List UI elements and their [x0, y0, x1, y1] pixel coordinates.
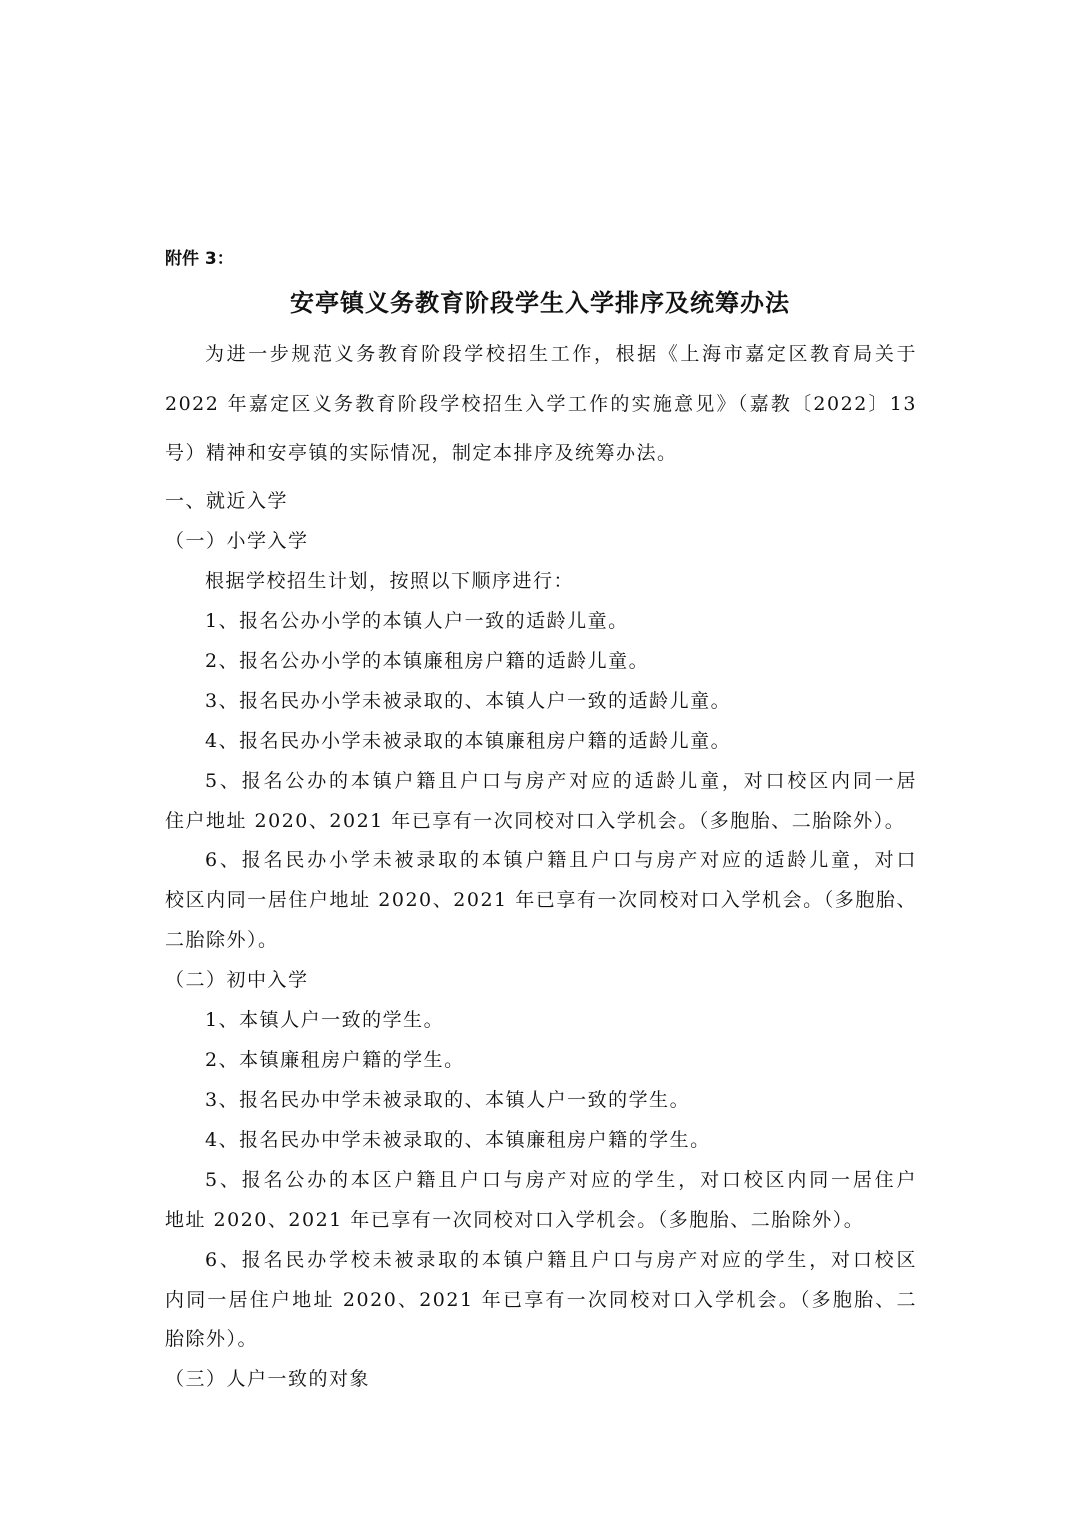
- list-item: 2、报名公办小学的本镇廉租房户籍的适龄儿童。: [205, 650, 650, 672]
- subsection-heading-household: （三）人户一致的对象: [165, 1368, 371, 1390]
- list-item-continued: 地址 2020、2021 年已享有一次同校对口入学机会。（多胞胎、二胎除外）。: [165, 1209, 865, 1231]
- list-item: 5、报名公办的本镇户籍且户口与房产对应的适龄儿童，对口校区内同一居: [205, 770, 917, 792]
- list-item-continued: 住户地址 2020、2021 年已享有一次同校对口入学机会。（多胞胎、二胎除外）。: [165, 810, 906, 832]
- list-item: 1、本镇人户一致的学生。: [205, 1009, 445, 1031]
- attachment-label: 附件 3：: [165, 249, 234, 269]
- subsection-heading-middle: （二）初中入学: [165, 969, 309, 991]
- list-item: 6、报名民办学校未被录取的本镇户籍且户口与房产对应的学生，对口校区: [205, 1249, 917, 1271]
- list-item-continued: 胎除外）。: [165, 1328, 259, 1350]
- list-item: 3、报名民办小学未被录取的、本镇人户一致的适龄儿童。: [205, 690, 732, 712]
- list-item: 6、报名民办小学未被录取的本镇户籍且户口与房产对应的适龄儿童，对口: [205, 849, 917, 871]
- list-item-continued: 校区内同一居住户地址 2020、2021 年已享有一次同校对口入学机会。（多胞胎、: [165, 889, 917, 911]
- section-heading-1: 一、就近入学: [165, 490, 289, 512]
- list-item: 5、报名公办的本区户籍且户口与房产对应的学生，对口校区内同一居住户: [205, 1169, 917, 1191]
- list-item-continued: 内同一居住户地址 2020、2021 年已享有一次同校对口入学机会。（多胞胎、二: [165, 1289, 917, 1311]
- intro-line: 2022 年嘉定区义务教育阶段学校招生入学工作的实施意见》（嘉教〔2022〕13: [165, 393, 917, 415]
- intro-line: 为进一步规范义务教育阶段学校招生工作，根据《上海市嘉定区教育局关于: [205, 343, 917, 365]
- list-item: 2、本镇廉租房户籍的学生。: [205, 1049, 465, 1071]
- document-title: 安亭镇义务教育阶段学生入学排序及统筹办法: [290, 289, 790, 317]
- list-item: 4、报名民办中学未被录取的、本镇廉租房户籍的学生。: [205, 1129, 711, 1151]
- list-item: 1、报名公办小学的本镇人户一致的适龄儿童。: [205, 610, 629, 632]
- subsection-heading-primary: （一）小学入学: [165, 530, 309, 552]
- intro-line: 号）精神和安亭镇的实际情况，制定本排序及统筹办法。: [165, 442, 678, 464]
- list-item: 4、报名民办小学未被录取的本镇廉租房户籍的适龄儿童。: [205, 730, 732, 752]
- primary-lead: 根据学校招生计划，按照以下顺序进行：: [205, 570, 575, 592]
- list-item: 3、报名民办中学未被录取的、本镇人户一致的学生。: [205, 1089, 691, 1111]
- list-item-continued: 二胎除外）。: [165, 929, 279, 951]
